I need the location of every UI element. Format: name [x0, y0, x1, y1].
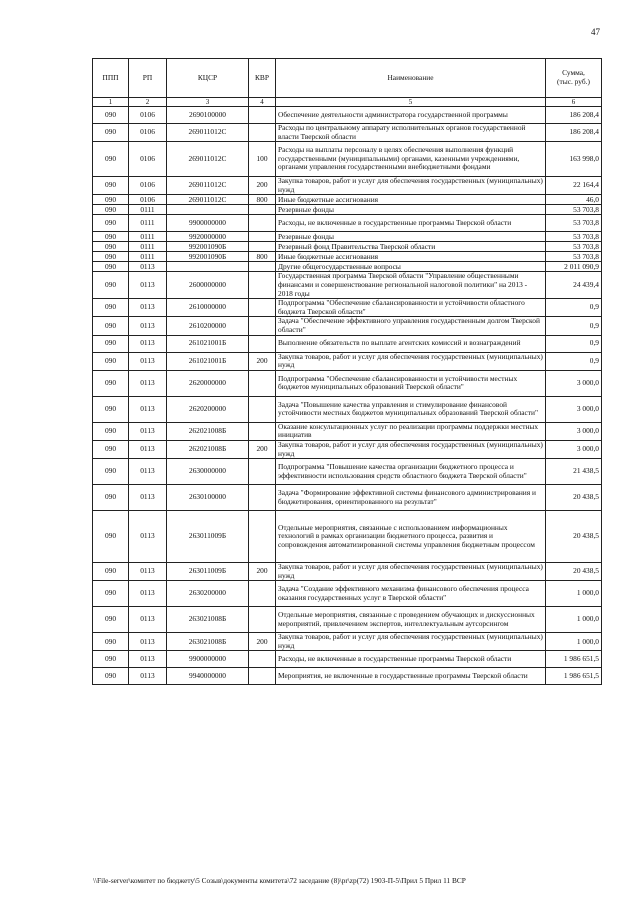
kvr-cell [249, 107, 276, 124]
table-row [93, 177, 602, 195]
sum-cell: 22 164,4 [546, 177, 602, 195]
name-cell: Резервные фонды [276, 232, 546, 242]
ppp-cell: 090 [93, 633, 129, 651]
column-number: 3 [167, 98, 249, 107]
header-sum: Сумма, (тыс. руб.) [546, 59, 602, 98]
column-number: 2 [129, 98, 167, 107]
ppp-cell: 090 [93, 142, 129, 177]
rp-cell: 0111 [129, 242, 167, 252]
kcsr-cell: 262021008Б [167, 440, 249, 458]
kvr-cell: 200 [249, 563, 276, 581]
rp-cell: 0113 [129, 272, 167, 299]
sum-cell: 0,9 [546, 317, 602, 335]
kcsr-cell: 269011012С [167, 124, 249, 142]
kcsr-cell: 2610000000 [167, 299, 249, 317]
header-kvr: КВР [249, 59, 276, 98]
ppp-cell: 090 [93, 422, 129, 440]
table-row [93, 335, 602, 352]
kvr-cell: 200 [249, 440, 276, 458]
rp-cell: 0113 [129, 396, 167, 422]
kcsr-cell: 263021008Б [167, 607, 249, 633]
kvr-cell [249, 396, 276, 422]
sum-cell: 1 986 651,5 [546, 651, 602, 668]
table-row [93, 317, 602, 335]
name-cell: Иные бюджетные ассигнования [276, 252, 546, 262]
kvr-cell: 200 [249, 633, 276, 651]
rp-cell: 0106 [129, 142, 167, 177]
ppp-cell: 090 [93, 607, 129, 633]
ppp-cell: 090 [93, 124, 129, 142]
rp-cell: 0106 [129, 195, 167, 205]
kcsr-cell: 9940000000 [167, 668, 249, 685]
table-row [93, 396, 602, 422]
column-number: 4 [249, 98, 276, 107]
rp-cell: 0113 [129, 352, 167, 370]
rp-cell: 0106 [129, 107, 167, 124]
name-cell: Задача "Формирование эффективной системы финансового администрирования и бюджетирования, ориентированного на результат" [276, 485, 546, 511]
sum-cell: 53 703,8 [546, 205, 602, 215]
sum-cell: 53 703,8 [546, 215, 602, 232]
kcsr-cell: 263021008Б [167, 633, 249, 651]
rp-cell: 0113 [129, 459, 167, 485]
kcsr-cell: 261021001Б [167, 335, 249, 352]
name-cell: Закупка товаров, работ и услуг для обеспечения государственных (муниципальных) нужд [276, 352, 546, 370]
name-cell: Задача "Обеспечение эффективного управления государственным долгом Тверской области" [276, 317, 546, 335]
table-row [93, 440, 602, 458]
table-row [93, 299, 602, 317]
page-number: 47 [591, 27, 600, 37]
column-number: 5 [276, 98, 546, 107]
table-row [93, 232, 602, 242]
table-row [93, 581, 602, 607]
ppp-cell: 090 [93, 177, 129, 195]
kvr-cell: 800 [249, 195, 276, 205]
column-number-row [93, 98, 602, 107]
kvr-cell [249, 272, 276, 299]
kcsr-cell: 9900000000 [167, 651, 249, 668]
kcsr-cell: 263011009Б [167, 511, 249, 563]
ppp-cell: 090 [93, 107, 129, 124]
table-row [93, 422, 602, 440]
name-cell: Подпрограмма "Обеспечение сбалансированности и устойчивости областного бюджета Тверской области" [276, 299, 546, 317]
table-row [93, 124, 602, 142]
name-cell: Подпрограмма "Обеспечение сбалансированности и устойчивости местных бюджетов муниципальных образований Тверской области" [276, 370, 546, 396]
table-row [93, 252, 602, 262]
kvr-cell: 200 [249, 352, 276, 370]
ppp-cell: 090 [93, 352, 129, 370]
header-name: Наименование [276, 59, 546, 98]
kcsr-cell: 269011012С [167, 142, 249, 177]
kcsr-cell [167, 262, 249, 272]
sum-cell: 53 703,8 [546, 242, 602, 252]
table-row [93, 195, 602, 205]
kvr-cell: 100 [249, 142, 276, 177]
rp-cell: 0113 [129, 581, 167, 607]
ppp-cell: 090 [93, 205, 129, 215]
kvr-cell [249, 317, 276, 335]
name-cell: Резервные фонды [276, 205, 546, 215]
rp-cell: 0113 [129, 262, 167, 272]
rp-cell: 0111 [129, 205, 167, 215]
sum-cell: 1 000,0 [546, 581, 602, 607]
table-row [93, 370, 602, 396]
kvr-cell [249, 335, 276, 352]
table-row [93, 242, 602, 252]
ppp-cell: 090 [93, 581, 129, 607]
name-cell: Закупка товаров, работ и услуг для обеспечения государственных (муниципальных) нужд [276, 440, 546, 458]
kvr-cell [249, 242, 276, 252]
rp-cell: 0106 [129, 124, 167, 142]
name-cell: Оказание консультационных услуг по реализации программы поддержки местных инициатив [276, 422, 546, 440]
sum-cell: 53 703,8 [546, 232, 602, 242]
kcsr-cell [167, 205, 249, 215]
name-cell: Закупка товаров, работ и услуг для обеспечения государственных (муниципальных) нужд [276, 563, 546, 581]
header-rp: РП [129, 59, 167, 98]
kcsr-cell: 2620000000 [167, 370, 249, 396]
kcsr-cell: 992001090Б [167, 252, 249, 262]
name-cell: Расходы по центральному аппарату исполнительных органов государственной власти Тверской области [276, 124, 546, 142]
name-cell: Мероприятия, не включенные в государственные программы Тверской области [276, 668, 546, 685]
name-cell: Резервный фонд Правительства Тверской области [276, 242, 546, 252]
rp-cell: 0113 [129, 633, 167, 651]
ppp-cell: 090 [93, 485, 129, 511]
kcsr-cell: 2610200000 [167, 317, 249, 335]
kcsr-cell: 261021001Б [167, 352, 249, 370]
column-number: 6 [546, 98, 602, 107]
sum-cell: 1 000,0 [546, 607, 602, 633]
name-cell: Подпрограмма "Повышение качества организации бюджетного процесса и эффективности использования средств областного бюджета Тверской области" [276, 459, 546, 485]
header-kcsr: КЦСР [167, 59, 249, 98]
sum-cell: 163 998,0 [546, 142, 602, 177]
kvr-cell: 800 [249, 252, 276, 262]
rp-cell: 0111 [129, 215, 167, 232]
table-row [93, 142, 602, 177]
ppp-cell: 090 [93, 511, 129, 563]
sum-cell: 46,0 [546, 195, 602, 205]
kvr-cell [249, 581, 276, 607]
rp-cell: 0113 [129, 299, 167, 317]
table-row [93, 272, 602, 299]
name-cell: Задача "Создание эффективного механизма финансового обеспечения процесса оказания государственных услуг в Тверской области" [276, 581, 546, 607]
table-row [93, 607, 602, 633]
kvr-cell [249, 232, 276, 242]
ppp-cell: 090 [93, 262, 129, 272]
rp-cell: 0113 [129, 370, 167, 396]
header-ppp: ППП [93, 59, 129, 98]
sum-cell: 3 000,0 [546, 370, 602, 396]
kcsr-cell: 2600000000 [167, 272, 249, 299]
sum-cell: 2 011 090,9 [546, 262, 602, 272]
sum-cell: 0,9 [546, 299, 602, 317]
sum-cell: 1 986 651,5 [546, 668, 602, 685]
kcsr-cell: 263011009Б [167, 563, 249, 581]
ppp-cell: 090 [93, 335, 129, 352]
kcsr-cell: 2630000000 [167, 459, 249, 485]
sum-cell: 24 439,4 [546, 272, 602, 299]
name-cell: Обеспечение деятельности администратора государственной программы [276, 107, 546, 124]
name-cell: Государственная программа Тверской области "Управление общественными финансами и совершенствование региональной налоговой политики" на 2013 - 2018 годы [276, 272, 546, 299]
sum-cell: 0,9 [546, 352, 602, 370]
ppp-cell: 090 [93, 215, 129, 232]
kvr-cell [249, 370, 276, 396]
rp-cell: 0113 [129, 607, 167, 633]
table-row [93, 485, 602, 511]
kcsr-cell: 269011012С [167, 195, 249, 205]
name-cell: Закупка товаров, работ и услуг для обеспечения государственных (муниципальных) нужд [276, 633, 546, 651]
ppp-cell: 090 [93, 272, 129, 299]
file-path-footer: \\File-server\комитет по бюджету\5 Созыв\документы комитета\72 заседание (8)\pr\zp(72) 1903-П-5\Прил 5 Прил 11 ВСР [93, 876, 466, 885]
rp-cell: 0113 [129, 563, 167, 581]
kcsr-cell: 269011012С [167, 177, 249, 195]
table-row [93, 459, 602, 485]
ppp-cell: 090 [93, 242, 129, 252]
table-row [93, 563, 602, 581]
ppp-cell: 090 [93, 396, 129, 422]
table-row [93, 107, 602, 124]
rp-cell: 0113 [129, 511, 167, 563]
sum-cell: 3 000,0 [546, 396, 602, 422]
name-cell: Задача "Повышение качества управления и стимулирование финансовой устойчивости местных бюджетов муниципальных образований Тверской области" [276, 396, 546, 422]
ppp-cell: 090 [93, 195, 129, 205]
kcsr-cell: 992001090Б [167, 242, 249, 252]
sum-cell: 186 208,4 [546, 124, 602, 142]
name-cell: Закупка товаров, работ и услуг для обеспечения государственных (муниципальных) нужд [276, 177, 546, 195]
ppp-cell: 090 [93, 232, 129, 242]
kvr-cell [249, 459, 276, 485]
kvr-cell [249, 607, 276, 633]
kcsr-cell: 2630100000 [167, 485, 249, 511]
sum-cell: 3 000,0 [546, 440, 602, 458]
rp-cell: 0113 [129, 422, 167, 440]
rp-cell: 0113 [129, 335, 167, 352]
kvr-cell [249, 299, 276, 317]
sum-cell: 20 438,5 [546, 511, 602, 563]
sum-cell: 20 438,5 [546, 485, 602, 511]
table-row [93, 262, 602, 272]
table-row [93, 633, 602, 651]
rp-cell: 0111 [129, 232, 167, 242]
rp-cell: 0113 [129, 668, 167, 685]
kvr-cell [249, 262, 276, 272]
kvr-cell [249, 668, 276, 685]
sum-cell: 53 703,8 [546, 252, 602, 262]
ppp-cell: 090 [93, 299, 129, 317]
ppp-cell: 090 [93, 317, 129, 335]
kcsr-cell: 2620200000 [167, 396, 249, 422]
sum-cell: 1 000,0 [546, 633, 602, 651]
rp-cell: 0113 [129, 485, 167, 511]
ppp-cell: 090 [93, 563, 129, 581]
name-cell: Расходы на выплаты персоналу в целях обеспечения выполнения функций государственными (муниципальными) органами, казенными учреждениями, органами управления государственными внебюджетными фондами [276, 142, 546, 177]
kvr-cell [249, 485, 276, 511]
kcsr-cell: 2630200000 [167, 581, 249, 607]
column-number: 1 [93, 98, 129, 107]
kvr-cell: 200 [249, 177, 276, 195]
table-row [93, 511, 602, 563]
table-body [93, 107, 602, 685]
name-cell: Другие общегосударственные вопросы [276, 262, 546, 272]
ppp-cell: 090 [93, 651, 129, 668]
header-row [93, 59, 602, 98]
name-cell: Расходы, не включенные в государственные программы Тверской области [276, 651, 546, 668]
table-row [93, 215, 602, 232]
name-cell: Отдельные мероприятия, связанные с использованием информационных технологий в рамках организации бюджетного процесса, развития и сопровождения автоматизированной системы управления бюджетным процессом [276, 511, 546, 563]
kvr-cell [249, 124, 276, 142]
kcsr-cell: 9900000000 [167, 215, 249, 232]
kvr-cell [249, 205, 276, 215]
kcsr-cell: 262021008Б [167, 422, 249, 440]
name-cell: Выполнение обязательств по выплате агентских комиссий и вознаграждений [276, 335, 546, 352]
rp-cell: 0113 [129, 651, 167, 668]
name-cell: Иные бюджетные ассигнования [276, 195, 546, 205]
name-cell: Отдельные мероприятия, связанные с проведением обучающих и дискуссионных мероприятий, привлечением экспертов, интеллектуальным аутсорсингом [276, 607, 546, 633]
table-row [93, 352, 602, 370]
table-row [93, 651, 602, 668]
ppp-cell: 090 [93, 252, 129, 262]
kvr-cell [249, 422, 276, 440]
kvr-cell [249, 215, 276, 232]
sum-cell: 0,9 [546, 335, 602, 352]
rp-cell: 0106 [129, 177, 167, 195]
table-row [93, 668, 602, 685]
sum-cell: 186 208,4 [546, 107, 602, 124]
kcsr-cell: 9920000000 [167, 232, 249, 242]
ppp-cell: 090 [93, 668, 129, 685]
kcsr-cell: 2690100000 [167, 107, 249, 124]
name-cell: Расходы, не включенные в государственные программы Тверской области [276, 215, 546, 232]
ppp-cell: 090 [93, 459, 129, 485]
sum-cell: 3 000,0 [546, 422, 602, 440]
rp-cell: 0111 [129, 252, 167, 262]
rp-cell: 0113 [129, 317, 167, 335]
kvr-cell [249, 651, 276, 668]
ppp-cell: 090 [93, 440, 129, 458]
sum-cell: 20 438,5 [546, 563, 602, 581]
ppp-cell: 090 [93, 370, 129, 396]
sum-cell: 21 438,5 [546, 459, 602, 485]
budget-table [92, 58, 602, 685]
rp-cell: 0113 [129, 440, 167, 458]
kvr-cell [249, 511, 276, 563]
table-row [93, 205, 602, 215]
